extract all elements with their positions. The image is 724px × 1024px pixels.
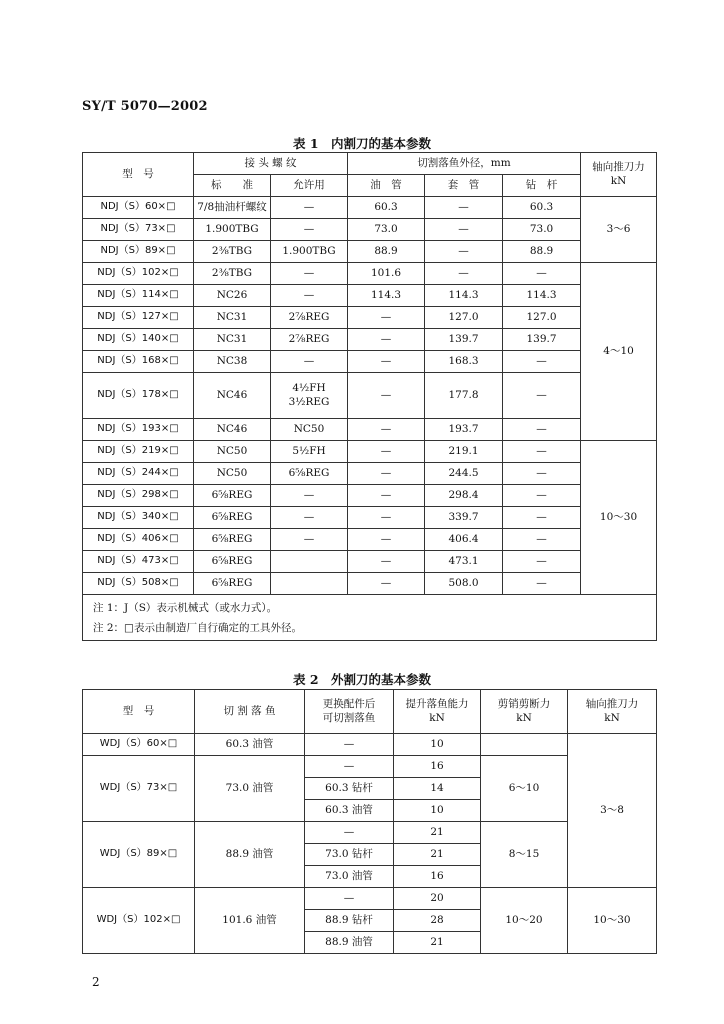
table-row — [83, 485, 657, 507]
model-cell: NDJ（S）219×□ — [83, 441, 194, 463]
casing-od-cell: — — [425, 197, 503, 219]
lift-capacity-cell: 14 — [394, 778, 481, 800]
thread-allowed-cell — [271, 197, 348, 219]
t2-header-after-change-1: 更换配件后 — [322, 698, 376, 711]
thread-allowed-value: — — [303, 532, 315, 545]
table-row — [83, 573, 657, 595]
thread-standard-cell: NC46 — [194, 419, 271, 441]
t2-header-after-change — [305, 690, 394, 734]
t2-header-model: 型 号 — [83, 690, 195, 734]
table-row — [83, 734, 657, 756]
tubing-od-cell: — — [348, 529, 425, 551]
t2-header-shear-label: 剪销剪断力 — [497, 698, 551, 711]
standard-code: SY/T 5070—2002 — [82, 99, 208, 114]
table-row — [83, 373, 657, 419]
model-cell: NDJ（S）60×□ — [83, 197, 194, 219]
thread-allowed-value: 1.900TBG — [282, 244, 336, 257]
thread-allowed-cell — [271, 419, 348, 441]
casing-od-cell: 339.7 — [425, 507, 503, 529]
thread-standard-cell: 2⅜TBG — [194, 263, 271, 285]
lift-capacity-cell: 21 — [394, 844, 481, 866]
lift-capacity-cell: 10 — [394, 734, 481, 756]
drillpipe-od-cell: — — [503, 419, 581, 441]
axial-force-cell: 3～6 — [581, 197, 657, 263]
thread-allowed-cell — [271, 263, 348, 285]
thread-allowed-value: 2⅞REG — [288, 332, 330, 345]
casing-od-cell: 177.8 — [425, 373, 503, 419]
axial-force-cell: 10～30 — [568, 888, 657, 954]
t2-header-axial-label: 轴向推刀力 — [585, 698, 639, 711]
t2-header-lift-label: 提升落鱼能力 — [405, 698, 469, 711]
drillpipe-od-cell: — — [503, 551, 581, 573]
shear-force-cell: 6～10 — [481, 756, 568, 822]
header-axial-force — [581, 153, 657, 197]
thread-allowed-cell — [271, 351, 348, 373]
tubing-od-cell: 88.9 — [348, 241, 425, 263]
casing-od-cell: 219.1 — [425, 441, 503, 463]
tubing-od-cell: — — [348, 441, 425, 463]
thread-allowed-value: — — [303, 510, 315, 523]
thread-allowed-value: — — [303, 222, 315, 235]
axial-force-label: 轴向推刀力 — [592, 161, 645, 174]
thread-allowed-cell — [271, 573, 348, 595]
tubing-od-cell: 101.6 — [348, 263, 425, 285]
thread-allowed-value: 5½FH — [292, 444, 326, 457]
table1-title: 表 1 内割刀的基本参数 — [292, 136, 432, 151]
lift-capacity-cell: 21 — [394, 932, 481, 954]
model-cell: NDJ（S）89×□ — [83, 241, 194, 263]
header-thread-standard: 标 准 — [194, 175, 271, 197]
table-row — [83, 197, 657, 219]
tubing-od-cell: 114.3 — [348, 285, 425, 307]
model-cell: NDJ（S）102×□ — [83, 263, 194, 285]
after-change-cell: 73.0 钻杆 — [305, 844, 394, 866]
header-drillpipe: 钻 杆 — [503, 175, 581, 197]
drillpipe-od-cell: — — [503, 573, 581, 595]
casing-od-cell: 168.3 — [425, 351, 503, 373]
t2-header-lift-unit: kN — [429, 711, 445, 724]
tubing-od-cell: — — [348, 307, 425, 329]
table-row — [83, 441, 657, 463]
tubing-od-cell: 60.3 — [348, 197, 425, 219]
drillpipe-od-cell: — — [503, 441, 581, 463]
thread-standard-cell: 7/8抽油杆螺纹 — [194, 197, 271, 219]
casing-od-cell: 406.4 — [425, 529, 503, 551]
model-cell: NDJ（S）127×□ — [83, 307, 194, 329]
thread-standard-cell: NC26 — [194, 285, 271, 307]
tubing-od-cell: — — [348, 351, 425, 373]
drillpipe-od-cell: 88.9 — [503, 241, 581, 263]
thread-standard-cell: 1.900TBG — [194, 219, 271, 241]
axial-force-cell: 4～10 — [581, 263, 657, 441]
table-row — [83, 351, 657, 373]
thread-allowed-value: NC50 — [293, 422, 325, 435]
after-change-cell: — — [305, 822, 394, 844]
table-row — [83, 285, 657, 307]
thread-allowed-value: — — [303, 266, 315, 279]
thread-allowed-value: — — [303, 200, 315, 213]
thread-allowed-value-2: 3½REG — [288, 395, 330, 408]
thread-standard-cell: 6⅝REG — [194, 507, 271, 529]
thread-allowed-value: 2⅞REG — [288, 310, 330, 323]
cut-fish-cell: 88.9 油管 — [195, 822, 305, 888]
drillpipe-od-cell: 139.7 — [503, 329, 581, 351]
model-cell: NDJ（S）298×□ — [83, 485, 194, 507]
model-cell: WDJ（S）60×□ — [83, 734, 195, 756]
after-change-cell: 60.3 钻杆 — [305, 778, 394, 800]
thread-standard-cell: 6⅝REG — [194, 529, 271, 551]
casing-od-cell: — — [425, 263, 503, 285]
model-cell: NDJ（S）178×□ — [83, 373, 194, 419]
drillpipe-od-cell: — — [503, 485, 581, 507]
cut-fish-cell: 73.0 油管 — [195, 756, 305, 822]
thread-standard-cell: 6⅝REG — [194, 485, 271, 507]
casing-od-cell: 473.1 — [425, 551, 503, 573]
tubing-od-cell: — — [348, 551, 425, 573]
tubing-od-cell: — — [348, 419, 425, 441]
thread-allowed-value: — — [303, 488, 315, 501]
thread-standard-cell: NC31 — [194, 307, 271, 329]
thread-allowed-cell — [271, 463, 348, 485]
t2-header-after-change-2: 可切割落鱼 — [322, 711, 376, 724]
drillpipe-od-cell: — — [503, 351, 581, 373]
drillpipe-od-cell: — — [503, 529, 581, 551]
model-cell: NDJ（S）406×□ — [83, 529, 194, 551]
lift-capacity-cell: 21 — [394, 822, 481, 844]
header-thread-allowed: 允许用 — [271, 175, 348, 197]
thread-standard-cell: 6⅝REG — [194, 551, 271, 573]
header-casing: 套 管 — [425, 175, 503, 197]
table-row — [83, 419, 657, 441]
header-tubing: 油 管 — [348, 175, 425, 197]
tubing-od-cell: 73.0 — [348, 219, 425, 241]
casing-od-cell: 127.0 — [425, 307, 503, 329]
thread-standard-cell: NC46 — [194, 373, 271, 419]
table1-inner-cutter — [82, 152, 657, 641]
thread-allowed-cell — [271, 329, 348, 351]
table-row — [83, 463, 657, 485]
model-cell: NDJ（S）244×□ — [83, 463, 194, 485]
tubing-od-cell: — — [348, 507, 425, 529]
page-number: 2 — [92, 975, 100, 989]
lift-capacity-cell: 20 — [394, 888, 481, 910]
drillpipe-od-cell: — — [503, 373, 581, 419]
model-cell: WDJ（S）89×□ — [83, 822, 195, 888]
thread-allowed-value: 6⅝REG — [288, 466, 330, 479]
table-row — [83, 241, 657, 263]
cut-fish-cell: 60.3 油管 — [195, 734, 305, 756]
model-cell: NDJ（S）140×□ — [83, 329, 194, 351]
thread-allowed-value: — — [303, 354, 315, 367]
thread-allowed-cell — [271, 219, 348, 241]
tubing-od-cell: — — [348, 463, 425, 485]
model-cell: NDJ（S）73×□ — [83, 219, 194, 241]
table-row — [83, 307, 657, 329]
tubing-od-cell: — — [348, 573, 425, 595]
cut-fish-cell: 101.6 油管 — [195, 888, 305, 954]
table-row — [83, 529, 657, 551]
table-row — [83, 507, 657, 529]
lift-capacity-cell: 10 — [394, 800, 481, 822]
t2-header-cut-fish: 切 割 落 鱼 — [195, 690, 305, 734]
after-change-cell: — — [305, 888, 394, 910]
thread-standard-cell: NC50 — [194, 463, 271, 485]
thread-allowed-cell — [271, 373, 348, 419]
t2-header-lift — [394, 690, 481, 734]
thread-standard-cell: NC38 — [194, 351, 271, 373]
drillpipe-od-cell: 60.3 — [503, 197, 581, 219]
t2-header-shear — [481, 690, 568, 734]
shear-force-cell-empty — [481, 734, 568, 756]
casing-od-cell: 298.4 — [425, 485, 503, 507]
drillpipe-od-cell: — — [503, 507, 581, 529]
casing-od-cell: 193.7 — [425, 419, 503, 441]
table-row — [83, 888, 657, 910]
note-2: 注 2：□表示由制造厂自行确定的工具外径。 — [93, 621, 302, 634]
note-1: 注 1：J（S）表示机械式（或水力式）。 — [93, 601, 278, 614]
drillpipe-od-cell: 127.0 — [503, 307, 581, 329]
thread-allowed-cell — [271, 485, 348, 507]
axial-force-cell: 3～8 — [568, 734, 657, 888]
t2-header-shear-unit: kN — [516, 711, 532, 724]
after-change-cell: — — [305, 756, 394, 778]
drillpipe-od-cell: — — [503, 263, 581, 285]
model-cell: NDJ（S）473×□ — [83, 551, 194, 573]
thread-allowed-cell — [271, 529, 348, 551]
thread-standard-cell: NC50 — [194, 441, 271, 463]
casing-od-cell: 508.0 — [425, 573, 503, 595]
casing-od-cell: — — [425, 219, 503, 241]
axial-force-cell: 10～30 — [581, 441, 657, 595]
table2-outer-cutter — [82, 689, 657, 954]
casing-od-cell: 244.5 — [425, 463, 503, 485]
model-cell: NDJ（S）114×□ — [83, 285, 194, 307]
model-cell: NDJ（S）340×□ — [83, 507, 194, 529]
thread-allowed-cell — [271, 307, 348, 329]
model-cell: WDJ（S）73×□ — [83, 756, 195, 822]
casing-od-cell: 139.7 — [425, 329, 503, 351]
model-cell: NDJ（S）193×□ — [83, 419, 194, 441]
thread-allowed-value: 4½FH — [292, 382, 326, 395]
tubing-od-cell: — — [348, 485, 425, 507]
after-change-cell: 73.0 油管 — [305, 866, 394, 888]
lift-capacity-cell: 28 — [394, 910, 481, 932]
shear-force-cell: 8～15 — [481, 822, 568, 888]
tubing-od-cell: — — [348, 329, 425, 351]
t2-header-axial-unit: kN — [604, 711, 620, 724]
casing-od-cell: 114.3 — [425, 285, 503, 307]
table2-title: 表 2 外割刀的基本参数 — [292, 672, 432, 687]
shear-force-cell: 10～20 — [481, 888, 568, 954]
axial-force-unit: kN — [610, 174, 627, 187]
header-thread: 接 头 螺 纹 — [194, 153, 348, 175]
casing-od-cell: — — [425, 241, 503, 263]
tubing-od-cell: — — [348, 373, 425, 419]
table-row — [83, 551, 657, 573]
drillpipe-od-cell: 73.0 — [503, 219, 581, 241]
thread-allowed-cell — [271, 551, 348, 573]
drillpipe-od-cell: — — [503, 463, 581, 485]
thread-allowed-cell — [271, 507, 348, 529]
table-row — [83, 219, 657, 241]
notes-cell — [83, 595, 657, 641]
drillpipe-od-cell: 114.3 — [503, 285, 581, 307]
thread-standard-cell: NC31 — [194, 329, 271, 351]
thread-allowed-value: — — [303, 288, 315, 301]
t2-header-axial — [568, 690, 657, 734]
after-change-cell: — — [305, 734, 394, 756]
thread-allowed-cell — [271, 241, 348, 263]
table-row — [83, 329, 657, 351]
thread-standard-cell: 6⅝REG — [194, 573, 271, 595]
lift-capacity-cell: 16 — [394, 866, 481, 888]
model-cell: NDJ（S）508×□ — [83, 573, 194, 595]
after-change-cell: 88.9 钻杆 — [305, 910, 394, 932]
lift-capacity-cell: 16 — [394, 756, 481, 778]
model-cell: WDJ（S）102×□ — [83, 888, 195, 954]
model-cell: NDJ（S）168×□ — [83, 351, 194, 373]
thread-allowed-cell — [271, 441, 348, 463]
header-fish-od: 切割落鱼外径，mm — [348, 153, 581, 175]
header-model: 型 号 — [83, 153, 194, 197]
after-change-cell: 60.3 油管 — [305, 800, 394, 822]
table-row — [83, 263, 657, 285]
thread-allowed-cell — [271, 285, 348, 307]
thread-standard-cell: 2⅜TBG — [194, 241, 271, 263]
after-change-cell: 88.9 油管 — [305, 932, 394, 954]
